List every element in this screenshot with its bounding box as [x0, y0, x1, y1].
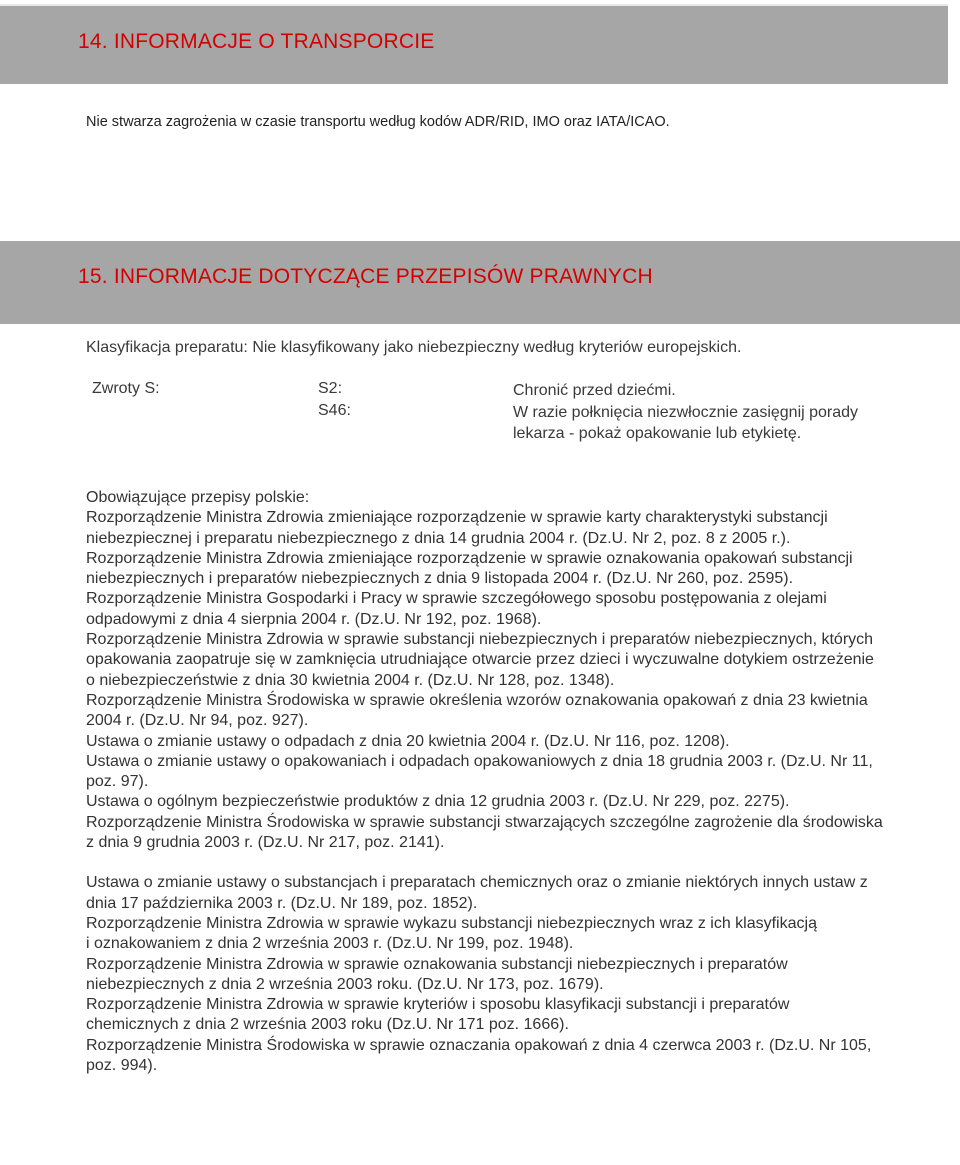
s-phrase-code: S2: — [318, 380, 343, 397]
section-15-title: 15. INFORMACJE DOTYCZĄCE PRZEPISÓW PRAWNYCH — [78, 265, 653, 288]
regulation-item: Rozporządzenie Ministra Zdrowia w sprawie wykazu substancji niebezpiecznych wraz z ich klasyfikacją — [86, 914, 817, 932]
section-14-header — [0, 4, 948, 84]
regulation-item: Ustawa o ogólnym bezpieczeństwie produktów z dnia 12 grudnia 2003 r. (Dz.U. Nr 229, poz. 2275). — [86, 793, 790, 811]
regulation-item: Rozporządzenie Ministra Środowiska w sprawie substancji stwarzających szczególne zagrożenie dla środowiska z dnia 9 grudnia 2003 r. (Dz.U. Nr 217, poz. 2141). — [86, 813, 883, 852]
regulation-item: Rozporządzenie Ministra Zdrowia zmieniające rozporządzenie w sprawie karty charakterystyki substancji niebezpiecznej i preparatu niebezpiecznego z dnia 14 grudnia 2004 r. (Dz.U. Nr 2, poz. 8 z 2005 r.). — [86, 509, 828, 547]
classification-value: Nie klasyfikowany jako niebezpieczny według kryteriów europejskich. — [252, 339, 742, 356]
section-14-title: 14. INFORMACJE O TRANSPORCIE — [78, 30, 435, 53]
regulation-item: i oznakowaniem z dnia 2 września 2003 r. (Dz.U. Nr 199, poz. 1948). — [86, 935, 574, 953]
s-phrases-label: Zwroty S: — [92, 380, 160, 397]
regulation-item: Rozporządzenie Ministra Zdrowia w sprawie oznakowania substancji niebezpiecznych i preparatów niebezpiecznych z dnia 2 września 2003 roku. (Dz.U. Nr 173, poz. 1679). — [86, 955, 788, 993]
regulation-item: Rozporządzenie Ministra Środowiska w sprawie określenia wzorów oznakowania opakowań z dnia 23 kwietnia 2004 r. (Dz.U. Nr 94, poz. 927). — [86, 691, 868, 730]
paragraph-gap — [86, 853, 886, 873]
s-phrase-text: W razie połknięcia niezwłocznie zasięgnij porady lekarza - pokaż opakowanie lub etykietę. — [513, 404, 859, 442]
regulation-item: Rozporządzenie Ministra Zdrowia zmieniające rozporządzenie w sprawie oznakowania opakowań substancji niebezpiecznych i preparatów niebezpiecznych z dnia 9 listopada 2004 r. (Dz.U. Nr 260, poz. 2595). — [86, 549, 853, 588]
section-15-header — [0, 241, 960, 324]
s-phrase-code: S46: — [318, 402, 351, 419]
regulations-title: Obowiązujące przepisy polskie: — [86, 489, 310, 506]
s-phrase-text: Chronić przed dziećmi. — [513, 382, 676, 399]
transport-note: Nie stwarza zagrożenia w czasie transportu według kodów ADR/RID, IMO oraz IATA/ICAO. — [86, 114, 670, 130]
regulation-item: Rozporządzenie Ministra Zdrowia w sprawie kryteriów i sposobu klasyfikacji substancji i preparatów chemicznych z dnia 2 września 2003 roku (Dz.U. Nr 171 poz. 1666). — [86, 996, 790, 1034]
regulation-item: Ustawa o zmianie ustawy o odpadach z dnia 20 kwietnia 2004 r. (Dz.U. Nr 116, poz. 1208). — [86, 732, 730, 750]
regulation-item: Rozporządzenie Ministra Gospodarki i Pracy w sprawie szczegółowego sposobu postępowania z olejami odpadowymi z dnia 4 sierpnia 2004 r. (Dz.U. Nr 192, poz. 1968). — [86, 590, 827, 628]
regulation-item: Rozporządzenie Ministra Zdrowia w sprawie substancji niebezpiecznych i preparatów niebezpiecznych, których opakowania zaopatruje się w zamknięcia utrudniające otwarcie przez dzieci i wyczuwalne dotykiem ostrzeżenie o niebezpieczeństwie z dnia 30 kwietnia 2004 r. (Dz.U. Nr 128, poz. 1348). — [86, 631, 874, 689]
regulation-item: Ustawa o zmianie ustawy o substancjach i preparatach chemicznych oraz o zmianie niektórych innych ustaw z dnia 17 października 2003 r. (Dz.U. Nr 189, poz. 1852). — [86, 874, 868, 912]
regulation-item: Rozporządzenie Ministra Środowiska w sprawie oznaczania opakowań z dnia 4 czerwca 2003 r. (Dz.U. Nr 105, poz. 994). — [86, 1036, 872, 1075]
classification-label: Klasyfikacja preparatu: — [86, 339, 248, 356]
classification-line — [86, 339, 741, 357]
regulations-block — [86, 488, 886, 1076]
regulation-item: Ustawa o zmianie ustawy o opakowaniach i odpadach opakowaniowych z dnia 18 grudnia 2003 r. (Dz.U. Nr 11, poz. 97). — [86, 752, 873, 791]
